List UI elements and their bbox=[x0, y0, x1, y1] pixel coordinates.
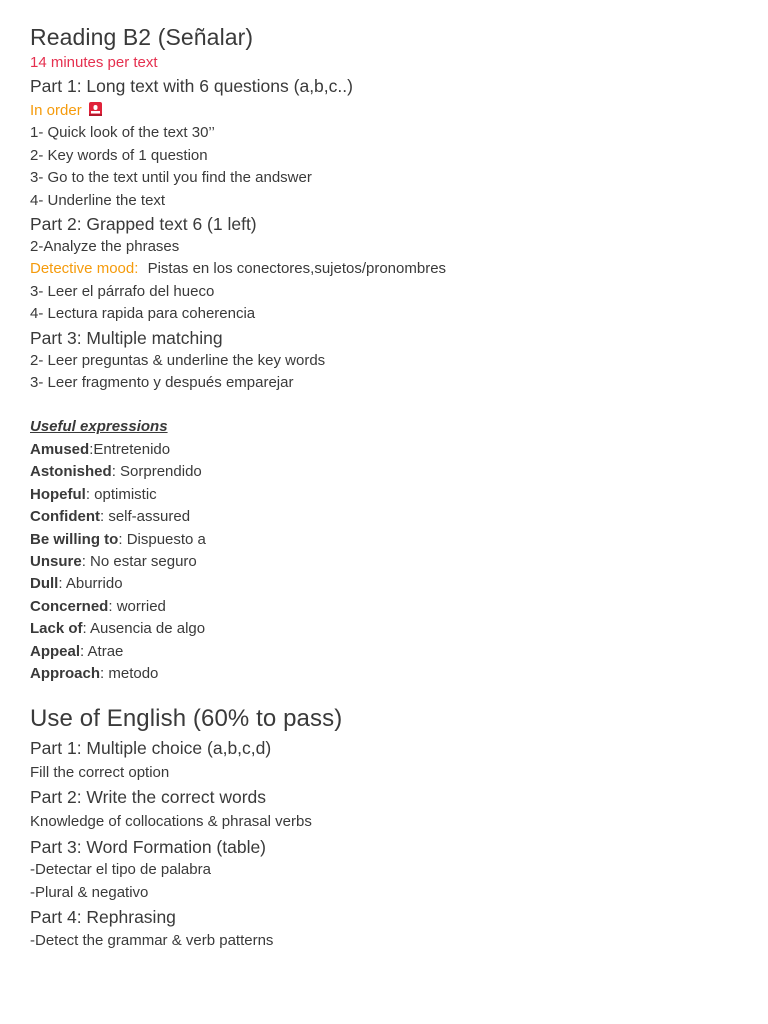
expression-term: Astonished bbox=[30, 463, 112, 481]
expression-meaning: optimistic bbox=[94, 485, 157, 503]
expression-meaning: Sorprendido bbox=[120, 463, 202, 481]
expression-item bbox=[30, 461, 738, 483]
expression-term: Lack of bbox=[30, 620, 83, 638]
reading-p1-step-1: 1- Quick look of the text 30’’ bbox=[30, 124, 215, 142]
expression-term: Concerned bbox=[30, 597, 109, 615]
expression-meaning: metodo bbox=[108, 664, 159, 682]
expression-meaning: Entretenido bbox=[93, 440, 171, 458]
reading-part2-heading: Part 2: Grapped text 6 (1 left) bbox=[30, 214, 257, 235]
spacer bbox=[30, 394, 738, 416]
uoe-part2-line: Knowledge of collocations & phrasal verbs bbox=[30, 813, 312, 831]
expression-item bbox=[30, 506, 738, 528]
expression-item bbox=[30, 551, 738, 573]
expression-sep: : bbox=[80, 642, 88, 660]
expression-item bbox=[30, 439, 738, 461]
expression-term: Confident bbox=[30, 508, 100, 526]
expression-item bbox=[30, 663, 738, 685]
uoe-part3-line-2: -Plural & negativo bbox=[30, 883, 149, 901]
uoe-part2-heading: Part 2: Write the correct words bbox=[30, 787, 267, 808]
expression-item bbox=[30, 641, 738, 663]
reading-p2-step-3: 3- Leer el párrafo del hueco bbox=[30, 282, 215, 300]
uoe-part4-line: -Detect the grammar & verb patterns bbox=[30, 932, 274, 950]
expression-meaning: Ausencia de algo bbox=[90, 620, 206, 638]
expression-sep: : bbox=[81, 552, 91, 570]
expression-item bbox=[30, 618, 738, 640]
expression-term: Unsure bbox=[30, 552, 82, 570]
expression-meaning: No estar seguro bbox=[90, 552, 197, 570]
reading-p3-step-3: 3- Leer fragmento y después emparejar bbox=[30, 374, 294, 392]
expression-meaning: Atrae bbox=[87, 642, 124, 660]
expression-item bbox=[30, 573, 738, 595]
detective-text: Pistas en los conectores,sujetos/pronombres bbox=[147, 260, 447, 278]
expression-sep: : bbox=[100, 664, 109, 682]
expression-meaning: Dispuesto a bbox=[126, 530, 206, 548]
expression-sep: : bbox=[108, 597, 117, 615]
expression-term: Be willing to bbox=[30, 530, 119, 548]
reading-part3-heading: Part 3: Multiple matching bbox=[30, 327, 223, 348]
expression-meaning: Aburrido bbox=[65, 575, 123, 593]
expression-sep: : bbox=[111, 463, 121, 481]
reading-title: Reading B2 (Señalar) bbox=[30, 24, 254, 50]
expression-item bbox=[30, 484, 738, 506]
expression-sep: : bbox=[99, 508, 109, 526]
expression-item bbox=[30, 596, 738, 618]
expression-item bbox=[30, 529, 738, 551]
detective-label: Detective mood: bbox=[30, 260, 139, 278]
expression-sep: : bbox=[58, 575, 66, 593]
useful-expressions-list bbox=[30, 439, 738, 685]
spacer bbox=[30, 685, 738, 703]
uoe-part1-line: Fill the correct option bbox=[30, 764, 170, 782]
in-order-label: In order bbox=[30, 102, 82, 119]
expression-sep: : bbox=[85, 485, 95, 503]
uoe-part3-line-1: -Detectar el tipo de palabra bbox=[30, 861, 211, 879]
uoe-part3-heading: Part 3: Word Formation (table) bbox=[30, 837, 267, 858]
reading-p2-step-4: 4- Lectura rapida para coherencia bbox=[30, 305, 256, 323]
expression-term: Appeal bbox=[30, 642, 81, 660]
reading-p1-step-3: 3- Go to the text until you find the andswer bbox=[30, 169, 312, 187]
uoe-part1-heading: Part 1: Multiple choice (a,b,c,d) bbox=[30, 738, 272, 759]
expression-term: Amused bbox=[30, 440, 90, 458]
time-note: 14 minutes per text bbox=[30, 54, 158, 71]
in-order-line bbox=[30, 100, 738, 122]
expression-term: Approach bbox=[30, 664, 101, 682]
expression-term: Hopeful bbox=[30, 485, 86, 503]
reading-part1-heading: Part 1: Long text with 6 questions (a,b,c..) bbox=[30, 76, 353, 96]
police-light-icon bbox=[88, 101, 103, 117]
reading-p3-step-2: 2- Leer preguntas & underline the key words bbox=[30, 351, 326, 369]
reading-p1-step-2: 2- Key words of 1 question bbox=[30, 146, 208, 164]
expression-term: Dull bbox=[30, 575, 59, 593]
expression-meaning: self-assured bbox=[108, 508, 191, 526]
detective-line bbox=[30, 258, 738, 280]
expression-sep: : bbox=[118, 530, 127, 548]
useful-expressions-heading: Useful expressions bbox=[30, 418, 168, 436]
use-of-english-title: Use of English (60% to pass) bbox=[30, 705, 343, 733]
reading-p1-step-4: 4- Underline the text bbox=[30, 191, 166, 209]
reading-p2-step-analyze: 2-Analyze the phrases bbox=[30, 238, 180, 256]
expression-meaning: worried bbox=[116, 597, 166, 615]
expression-sep: : bbox=[89, 440, 94, 458]
uoe-part4-heading: Part 4: Rephrasing bbox=[30, 907, 176, 928]
expression-sep: : bbox=[82, 620, 91, 638]
